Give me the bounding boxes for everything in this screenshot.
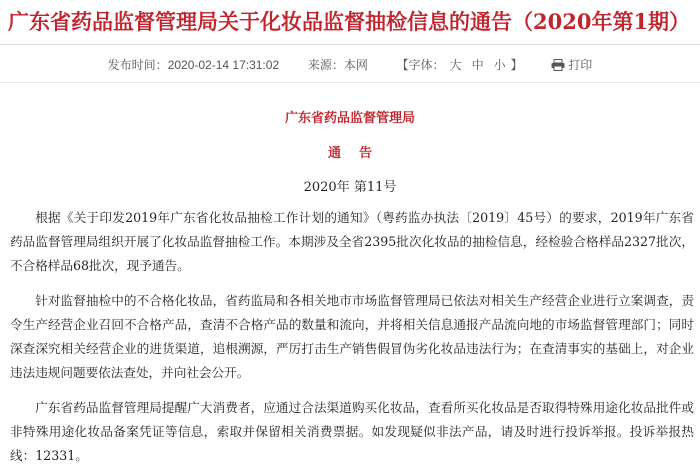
font-size-medium-button[interactable]: 中 [471,58,484,72]
article-title: 广东省药品监督管理局关于化妆品监督抽检信息的通告（2020年第1期） [8,9,691,34]
font-size-close: 】 [510,58,523,72]
publish-label: 发布时间： [107,58,168,72]
article-meta [0,56,700,73]
divider [0,44,700,45]
printer-icon [551,59,565,71]
source-value: 本网 [343,58,368,72]
font-size-label: 【字体： [396,58,445,72]
paragraph: 针对监督抽检中的不合格化妆品，省药监局和各相关地市市场监督管理局已依法对相关生产经营企业进行立案调查，责令生产经营企业召回不合格产品，查清不合格产品的数量和流向，并将相关信息通报产品流向地的市场监督管理部门；同时深查深究相关经营企业的进货渠道，追根溯源，严厉打击生产销售假冒伪劣化妆品违法行为；在查清事实的基础上，对企业违法违规问题要依法查处，并向社会公开。 [10,293,694,380]
publish-time: 2020-02-14 17:31:02 [167,58,280,72]
notice-heading: 通告 [327,146,390,161]
font-size-small-button[interactable]: 小 [493,58,506,72]
paragraph: 广东省药品监督管理局提醒广大消费者，应通过合法渠道购买化妆品，查看所买化妆品是否取得特殊用途化妆品批件或非特殊用途化妆品备案凭证等信息，索取并保留相关消费票据。如发现疑似非法产品，请及时进行投诉举报。投诉举报热线：12331。 [10,400,694,463]
divider [0,82,700,83]
issuer-name: 广东省药品监督管理局 [284,111,415,126]
print-label: 打印 [568,58,593,72]
paragraph: 根据《关于印发2019年广东省化妆品抽检工作计划的通知》（粤药监办执法〔2019〕45号）的要求，2019年广东省药品监督管理局组织开展了化妆品监督抽检工作。本期涉及全省2395批次化妆品的抽检信息，经检验合格样品2327批次，不合格样品68批次，现予通告。 [10,210,694,273]
source-label: 来源： [307,58,344,72]
font-size-large-button[interactable]: 大 [449,58,462,72]
print-button[interactable] [551,56,592,73]
document-number: 2020年 第11号 [303,180,397,195]
